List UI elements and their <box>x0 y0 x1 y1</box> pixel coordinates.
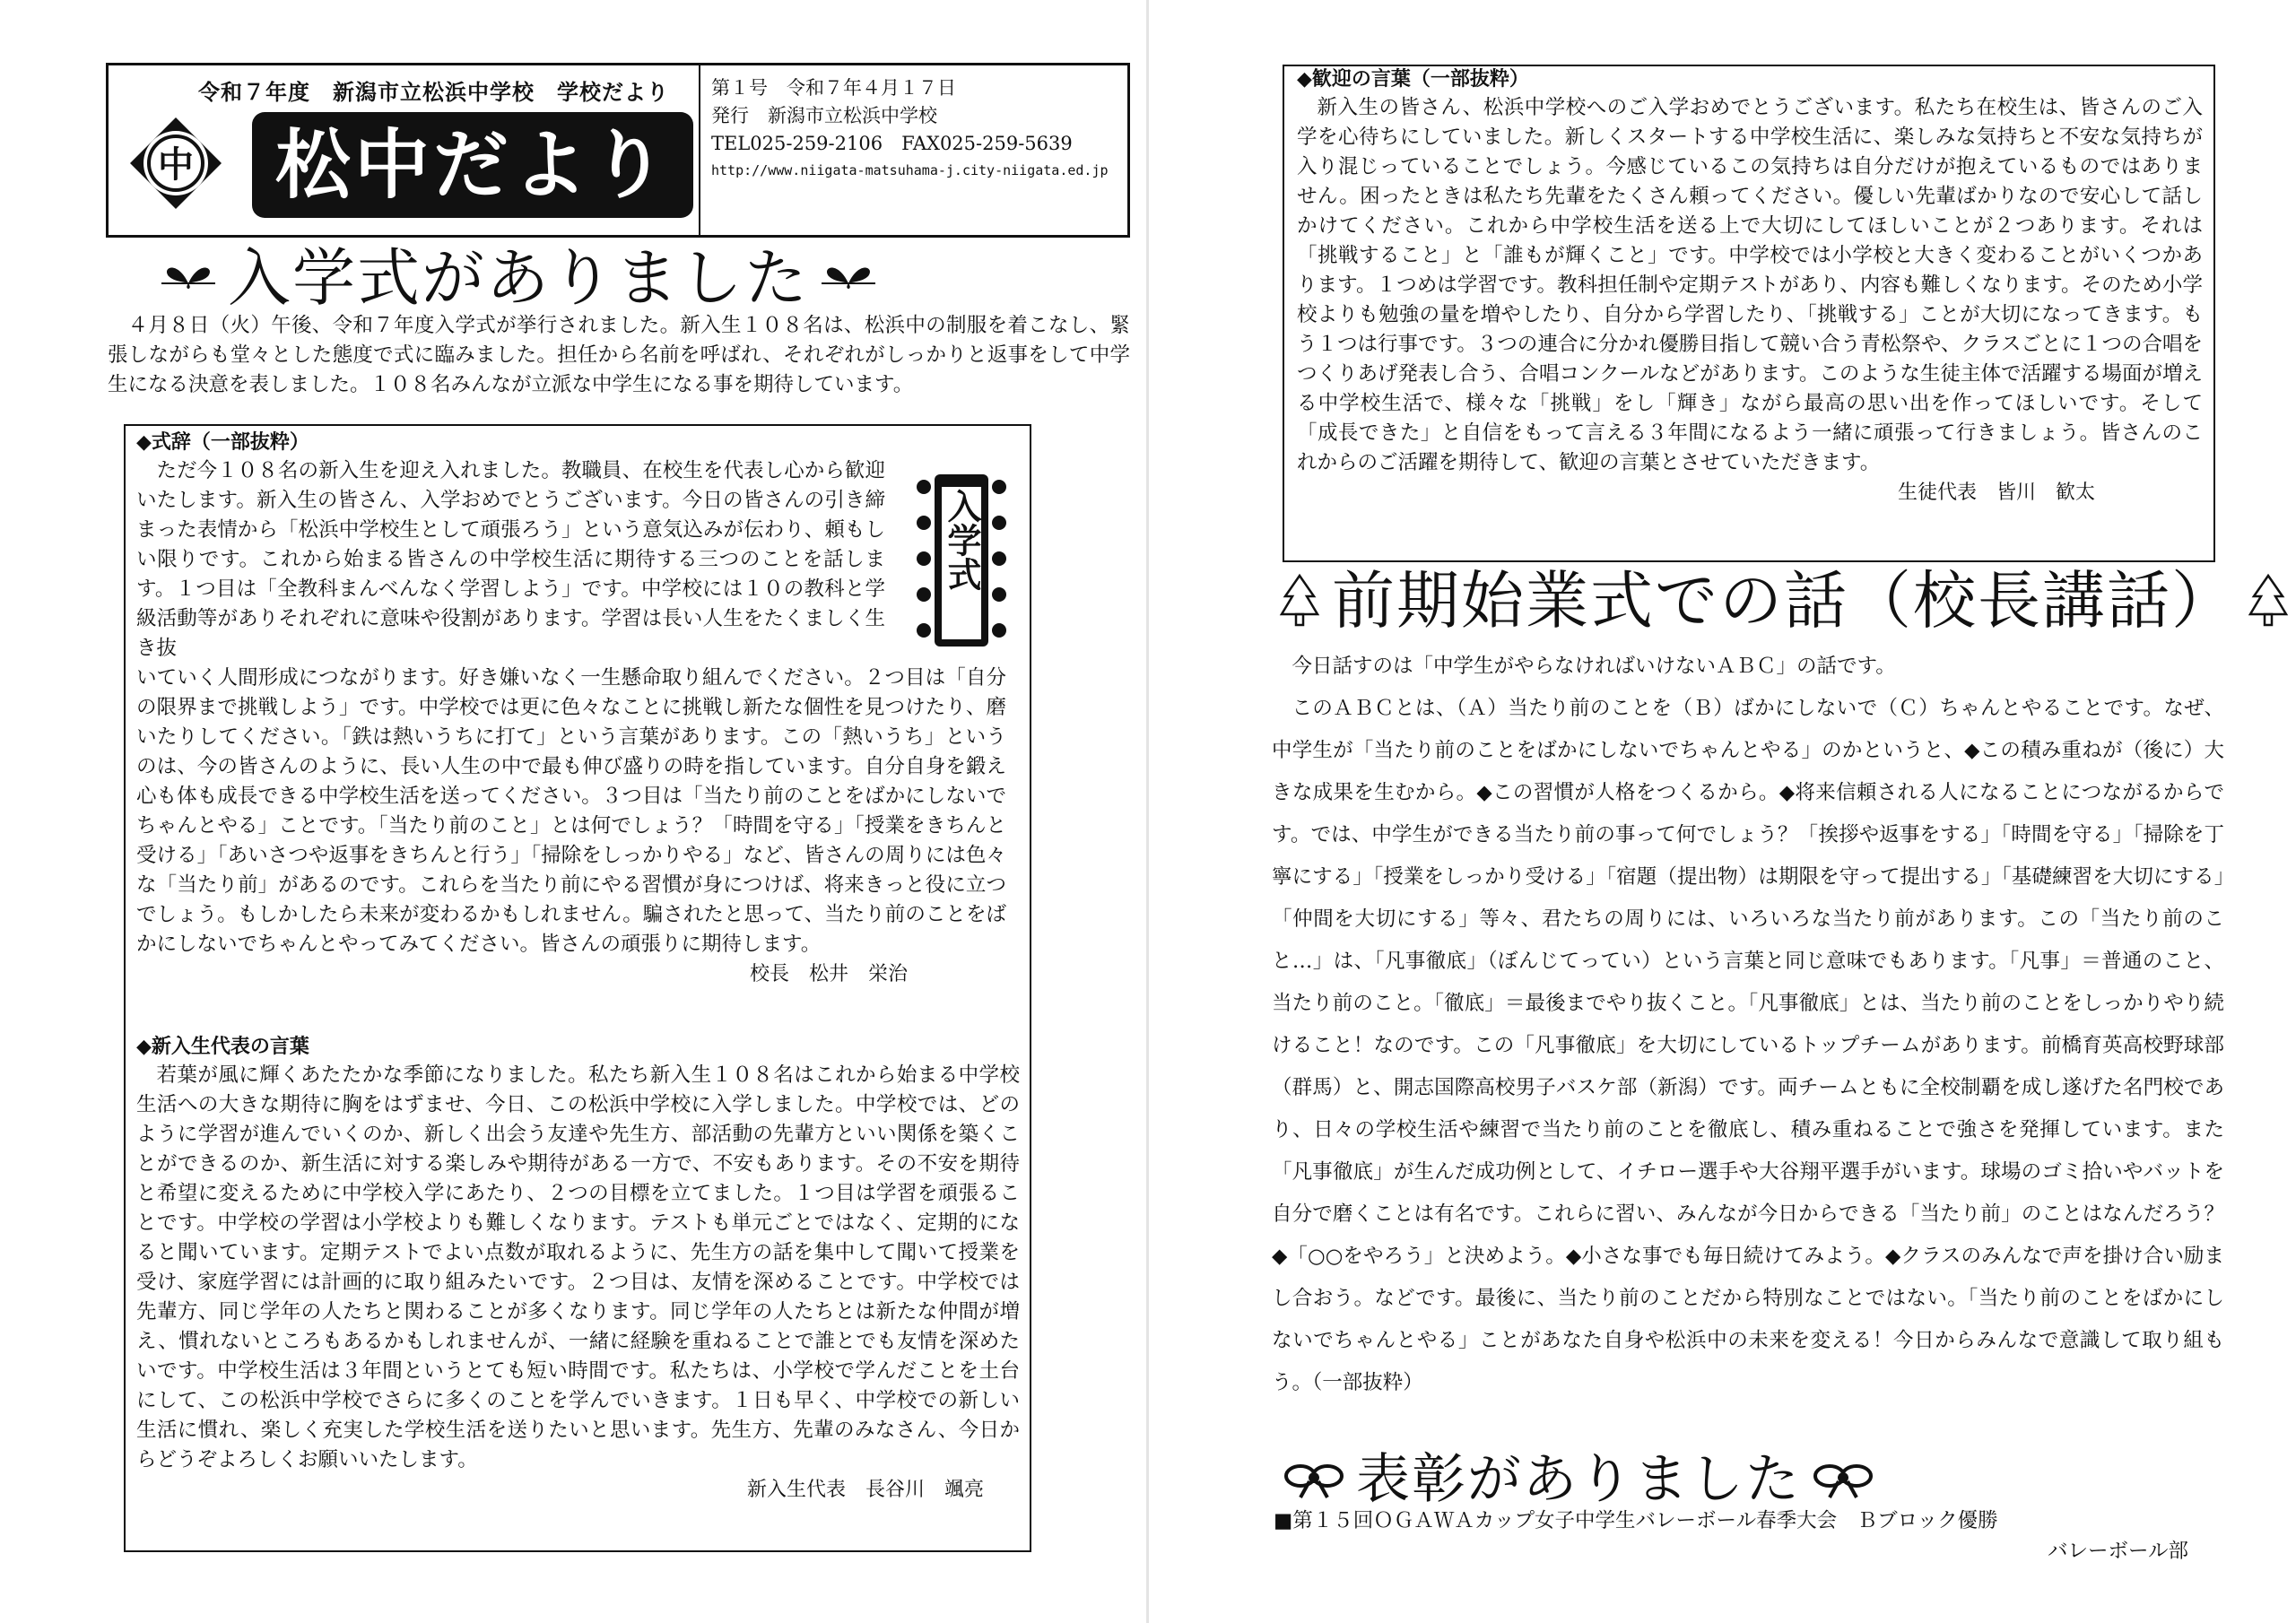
welcome-speech <box>1297 66 2203 508</box>
welcome-signature: 生徒代表 皆川 歓太 <box>1897 482 2095 504</box>
emblem-glyph: 中 <box>158 144 194 186</box>
masthead-info <box>711 74 1124 181</box>
principal-speech-text: このＡＢＣとは、（Ａ）当たり前のことを（Ｂ）ばかにしないで（Ｃ）ちゃんとやることです。なぜ、中学生が「当たり前のことをばかにしないでちゃんとやる」のかというと、◆この積み重ねが（後に）大きな成果を生むから。◆この習慣が人格をつくるから。◆将来信頼される人になることにつながるからです。では、中学生ができる当たり前の事って何でしょう？「挨拶や返事をする」「時間を守る」「掃除を丁寧にする」「授業をしっかり受ける」「宿題（提出物）は期限を守って提出する」「基礎練習を大切にする」「仲間を大切にする」等々、君たちの周りには、いろいろな当たり前があります。この「当たり前のこと…」は、「凡事徹底」（ぼんじてってい）という言葉と同じ意味でもあります。「凡事」＝普通のこと、当たり前のこと。「徹底」＝最後までやり抜くこと。「凡事徹底」とは、当たり前のことをしっかりやり続けること！なのです。この「凡事徹底」を大切にしているトップチームがあります。前橋育英高校野球部（群馬）と、開志国際高校男子バスケ部（新潟）です。両チームともに全校制覇を成し遂げた名門校であり、日々の学校生活や練習で当たり前のことを徹底し、積み重ねることで強さを発揮しています。また「凡事徹底」が生んだ成功例として、イチロー選手や大谷翔平選手がいます。球場のゴミ拾いやバットを自分で磨くことは有名です。これらに習い、みんなが今日からできる「当たり前」のことはなんだろう？◆「○○をやろう」と決めよう。◆小さな事でも毎日続けてみよう。◆クラスのみんなで声を掛け合い励まし合おう。などです。最後に、当たり前のことだから特別なことではない。「当たり前のことをばかにしないでちゃんとやる」ことがあなた自身や松浜中の未来を変える！今日からみんなで意識して取り組もう。（一部抜粋） <box>1272 697 2224 1394</box>
new-student-speech-heading: ◆新入生代表の言葉 <box>136 1036 309 1058</box>
ribbon-ornament-icon <box>1812 1460 1874 1499</box>
tree-ornament-icon <box>2247 573 2290 629</box>
opening-headline-text: 前期始業式での話（校長講話） <box>1332 564 2236 638</box>
welcome-speech-text: 新入生の皆さん、松浜中学校へのご入学おめでとうございます。私たち在校生は、皆さんのご入学を心待ちにしていました。新しくスタートする中学校生活に、楽しみな気持ちと不安な気持ちが入り混じっていることでしょう。今感じているこの気持ちは自分だけが抱えているものではありません。困ったときは私たち先輩をたくさん頼ってください。優しい先輩ばかりなので安心して話しかけてください。これから中学校生活を送る上で大切にしてほしいことが２つあります。それは「挑戦すること」と「誰もが輝くこと」です。中学校では小学校と大きく変わることがいくつかあります。１つめは学習です。教科担任制や定期テストがあり、内容も難しくなります。そのため小学校よりも勉強の量を増やしたり、自分から学習したり、「挑戦する」ことが大切になってきます。もう１つは行事です。３つの連合に分かれ優勝目指して競い合う青松祭や、クラスごとに１つの合唱をつくりあげ発表し合う、合唱コンクールなどがあります。このような生徒主体で活躍する場面が増える中学校生活で、様々な「挑戦」をし「輝き」ながら最高の思い出を作ってほしいです。そして「成長できた」と自信をもって言える３年間になるよう一緒に頑張って行きましょう。皆さんのこれからのご活躍を期待して、歓迎の言葉とさせていただきます。 <box>1297 96 2203 474</box>
principal-signature: 校長 松井 栄治 <box>749 963 908 985</box>
new-student-speech <box>136 1034 1020 1505</box>
leaf-ornament-icon <box>160 260 217 296</box>
tree-ornament-icon <box>1278 573 1321 629</box>
masthead-kicker: 令和７年度 新潟市立松浜中学校 学校だより <box>198 80 669 105</box>
principal-speech-intro: 今日話すのは「中学生がやらなければいけないＡＢＣ」の話です。 <box>1292 655 1896 678</box>
award-item: ■第１５回ＯＧＡＷＡカップ女子中学生バレーボール春季大会 Ｂブロック優勝 <box>1274 1509 1998 1532</box>
principal-address <box>136 430 1006 989</box>
contact-info: TEL025-259-2106 FAX025-259-5639 <box>711 133 1073 154</box>
entrance-headline <box>160 242 877 314</box>
entrance-headline-text: 入学式がありました <box>228 241 809 315</box>
award-club: バレーボール部 <box>2047 1540 2188 1563</box>
principal-speech <box>1272 646 2224 1404</box>
school-url: http://www.niigata-matsuhama-j.city-niigata.ed.jp <box>711 162 1109 178</box>
awards-headline-text: 表彰がありました <box>1356 1448 1801 1511</box>
entrance-emblem-label: 入学式 <box>942 489 981 591</box>
new-student-speech-text: 若葉が風に輝くあたたかな季節になりました。私たち新入生１０８名はこれから始まる中学校生活への大きな期待に胸をはずませ、今日、この松浜中学校に入学しました。中学校では、どのように学習が進んでいくのか、新しく出会う友達や先生方、部活動の先輩方といい関係を築くことができるのか、新生活に対する楽しみや期待がある一方で、不安もあります。その不安を期待と希望に変えるために中学校入学にあたり、２つの目標を立てました。１つ目は学習を頑張ることです。中学校の学習は小学校よりも難しくなります。テストも単元ごとではなく、定期的になると聞いています。定期テストでよい点数が取れるように、先生方の話を集中して聞いて授業を受け、家庭学習には計画的に取り組みたいです。２つ目は、友情を深めることです。中学校では先輩方、同じ学年の人たちと関わることが多くなります。同じ学年の人たちとは新たな仲間が増え、慣れないところもあるかもしれませんが、一緒に経験を重ねることで誰とでも友情を深めたいです。中学校生活は３年間というとても短い時間です。私たちは、小学校で学んだことを土台にして、この松浜中学校でさらに多くのことを学んでいきます。１日も早く、中学校での新しい生活に慣れ、楽しく充実した学校生活を送りたいと思います。先生方、先輩のみなさん、今日からどうぞよろしくお願いいたします。 <box>136 1063 1020 1471</box>
welcome-speech-heading: ◆歓迎の言葉（一部抜粋） <box>1297 68 1529 91</box>
ribbon-ornament-icon <box>1283 1460 1345 1499</box>
entrance-ceremony-emblem-icon <box>917 469 1006 657</box>
award-list <box>1274 1506 2224 1567</box>
awards-headline <box>1283 1444 1874 1515</box>
entrance-intro: ４月８日（火）午後、令和７年度入学式が挙行されました。新入生１０８名は、松浜中の制服を着こなし、緊張しながらも堂々とした態度で式に臨みました。担任から名前を呼ばれ、それぞれがしっかりと返事をして中学生になる決意を表しました。１０８名みんなが立派な中学生になる事を期待しています。 <box>108 314 1130 396</box>
school-emblem-icon <box>126 114 225 213</box>
publisher-info: 発行 新潟市立松浜中学校 <box>711 105 937 126</box>
principal-address-heading: ◆式辞（一部抜粋） <box>136 431 309 454</box>
principal-address-text-2: いていく人間形成につながります。好き嫌いなく一生懸命取り組んでください。２つ目は「自分の限界まで挑戦しよう」です。中学校では更に色々なことに挑戦し新たな個性を見つけたり、磨いたりしてください。「鉄は熱いうちに打て」という言葉があります。この「熱いうち」というのは、今の皆さんのように、長い人生の中で最も伸び盛りの時を指しています。自分自身を鍛え心も体も成長できる中学校生活を送ってください。３つ目は「当たり前のことをばかにしないでちゃんとやる」ことです。「当たり前のこと」とは何でしょう？「時間を守る」「授業をきちんと受ける」「あいさつや返事をきちんと行う」「掃除をしっかりやる」など、皆さんの周りには色々な「当たり前」があるのです。これらを当たり前にやる習慣が身につけば、将来きっと役に立つでしょう。もしかしたら未来が変わるかもしれません。騙されたと思って、当たり前のことをばかにしないでちゃんとやってみてください。皆さんの頑張りに期待します。 <box>136 666 1006 956</box>
masthead-title-area <box>109 65 700 235</box>
newsletter-title: 松中だより <box>252 112 693 218</box>
speeches-box <box>124 424 1031 1552</box>
masthead <box>106 63 1130 238</box>
welcome-speech-box <box>1283 65 2215 562</box>
opening-headline <box>1278 565 2290 637</box>
principal-address-text-1: ただ今１０８名の新入生を迎え入れました。教職員、在校生を代表し心から歓迎いたします。新入生の皆さん、入学おめでとうございます。今日の皆さんの引き締まった表情から「松浜中学校生として頑張ろう」という意気込みが伝わり、頼もしい限りです。これから始まる皆さんの中学校生活に期待する三つのことを話します。１つ目は「全教科まんべんなく学習しよう」です。中学校には１０の教科と学級活動等がありそれぞれに意味や役割があります。学習は長い人生をたくましく生き抜 <box>136 459 885 660</box>
leaf-ornament-icon <box>820 260 877 296</box>
new-student-signature: 新入生代表 長谷川 颯亮 <box>746 1479 984 1501</box>
issue-info: 第１号 令和７年４月１７日 <box>711 77 956 99</box>
